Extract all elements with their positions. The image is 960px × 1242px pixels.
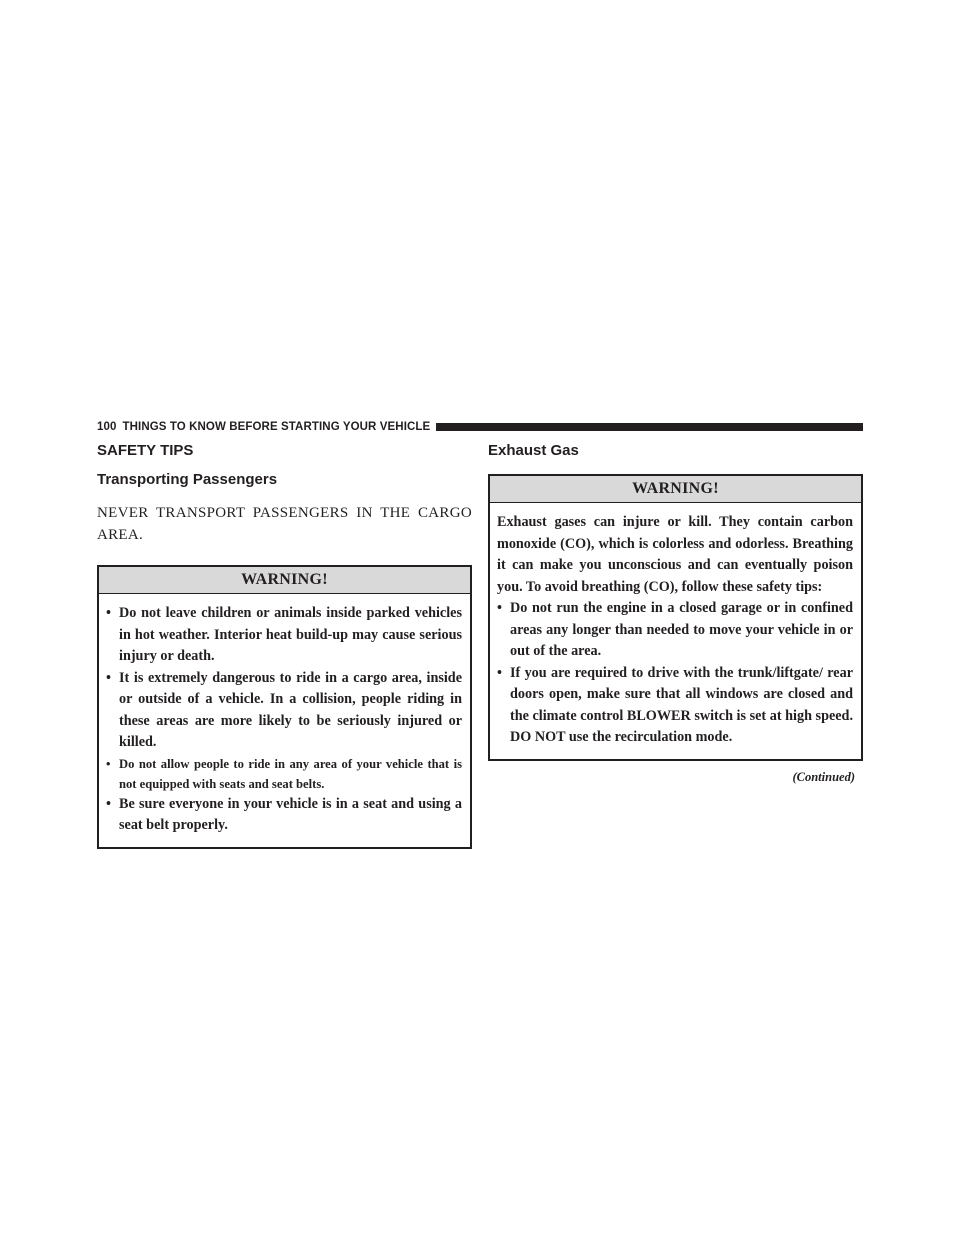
page-number: 100 [97,421,117,433]
subsection-title-exhaust: Exhaust Gas [488,442,579,459]
list-item: • If you are required to drive with the trunk/liftgate/ rear doors open, make sure that all windows are closed and the climate control BLOWER switch is set at high speed. DO NOT use the recirculation mode. [497,663,853,749]
warning-box-passengers [97,565,472,849]
list-item: • Do not run the engine in a closed garage or in confined areas any longer than needed to move your vehicle in or out of the area. [497,598,853,663]
warning-box-exhaust [488,474,863,761]
intro-paragraph: NEVER TRANSPORT PASSENGERS IN THE CARGO AREA. [97,505,472,543]
warning-content [490,503,861,759]
right-column [488,441,863,785]
continued-note: (Continued) [792,769,855,784]
list-item: • Do not allow people to ride in any area of your vehicle that is not equipped with seats and seat belts. [106,754,462,794]
warning-title: WARNING! [490,476,861,503]
section-title: SAFETY TIPS [97,442,194,459]
header-rule [436,423,863,431]
warning-intro: Exhaust gases can injure or kill. They contain carbon monoxide (CO), which is colorless and odorless. Breathing it can make you unconscious and can eventually poison you. To avoid breathing (CO), follow these safety tips: [497,514,853,595]
warning-list [106,603,462,837]
subsection-title-passengers: Transporting Passengers [97,471,278,488]
warning-list [497,598,853,749]
list-item: • Do not leave children or animals inside parked vehicles in hot weather. Interior heat build-up may cause serious injury or death. [106,603,462,668]
header-title: THINGS TO KNOW BEFORE STARTING YOUR VEHICLE [122,421,431,433]
left-column [97,441,472,849]
warning-content [99,594,470,847]
header-text [97,421,430,433]
page-header [97,419,863,435]
list-item: • Be sure everyone in your vehicle is in a seat and using a seat belt properly. [106,794,462,837]
list-item: • It is extremely dangerous to ride in a cargo area, inside or outside of a vehicle. In a collision, people riding in these areas are more likely to be seriously injured or killed. [106,668,462,754]
warning-title: WARNING! [99,567,470,594]
